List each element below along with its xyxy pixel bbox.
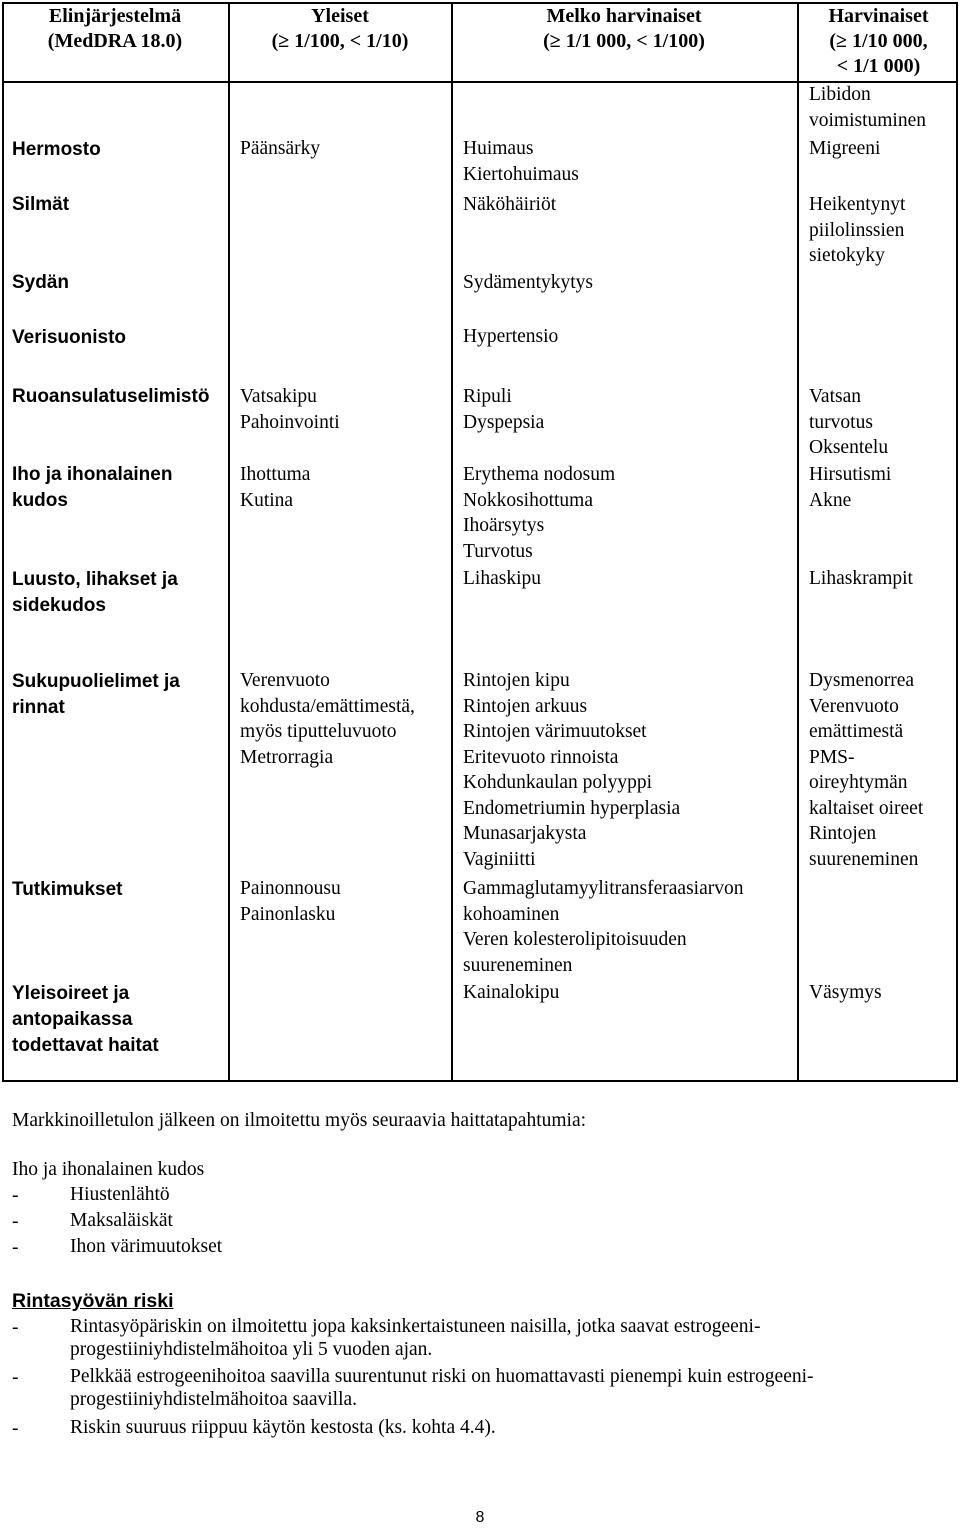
list-bullet: - xyxy=(12,1211,19,1232)
table-cell-rare: Dysmenorrea Verenvuoto emättimestä PMS- oireyhtymän kaltaiset oireet Rintojen suureneminen xyxy=(809,670,924,870)
table-cell-uncommon: Huimaus Kiertohuimaus xyxy=(463,138,579,185)
list-item: Pelkkää estrogeenihoitoa saavilla suurentunut riski on huomattavasti pienempi kuin estrogeeni- progestiiniyhdistelmähoitoa saavilla. xyxy=(70,1366,814,1410)
table-cell-organ-system: Sydän xyxy=(12,272,70,293)
table-divider xyxy=(451,2,453,1082)
table-cell-uncommon: Erythema nodosum Nokkosihottuma Ihoärsytys Turvotus xyxy=(463,464,616,562)
table-cell-uncommon: Ripuli Dyspepsia xyxy=(463,386,545,433)
list-item: Maksaläiskät xyxy=(70,1210,173,1231)
list-item: Riskin suuruus riippuu käytön kestosta (ks. kohta 4.4). xyxy=(70,1417,496,1438)
table-cell-organ-system: Silmät xyxy=(12,194,70,215)
table-cell-common: Vatsakipu Pahoinvointi xyxy=(240,386,340,433)
table-cell-rare: Väsymys xyxy=(809,982,882,1003)
table-cell-uncommon: Lihaskipu xyxy=(463,568,541,589)
header-organ-system: Elinjärjestelmä (MedDRA 18.0) xyxy=(47,5,183,52)
table-cell-organ-system: Yleisoireet ja antopaikassa todettavat haitat xyxy=(12,983,159,1056)
list-item: Hiustenlähtö xyxy=(70,1184,170,1205)
table-cell-uncommon: Gammaglutamyylitransferaasiarvon kohoaminen Veren kolesterolipitoisuuden suureneminen xyxy=(463,878,744,976)
table-cell-organ-system: Verisuonisto xyxy=(12,327,127,348)
table-cell-common: Verenvuoto kohdusta/emättimestä, myös tiputteluvuoto Metrorragia xyxy=(240,670,415,768)
table-cell-uncommon: Rintojen kipu Rintojen arkuus Rintojen värimuutokset Eritevuoto rinnoista Kohdunkaulan polyyppi Endometriumin hyperplasia Munasarjakysta Vaginiitti xyxy=(463,670,681,870)
list-bullet: - xyxy=(12,1367,19,1388)
page-number: 8 xyxy=(475,1509,485,1526)
table-cell-rare: Hirsutismi Akne xyxy=(809,464,892,511)
breast-cancer-heading: Rintasyövän riski xyxy=(12,1290,174,1312)
header-common: Yleiset (≥ 1/100, < 1/10) xyxy=(271,5,409,52)
table-cell-organ-system: Hermosto xyxy=(12,139,101,160)
header-rare: Harvinaiset (≥ 1/10 000, < 1/1 000) xyxy=(828,5,929,77)
header-uncommon: Melko harvinaiset (≥ 1/1 000, < 1/100) xyxy=(543,5,705,52)
list-bullet: - xyxy=(12,1317,19,1338)
list-item: Rintasyöpäriskin on ilmoitettu jopa kaksinkertaistuneen naisilla, jotka saavat estrogeeni- progestiiniyhdistelmähoitoa yli 5 vuoden ajan. xyxy=(70,1316,761,1360)
list-bullet: - xyxy=(12,1418,19,1439)
table-cell-rare: Vatsan turvotus Oksentelu xyxy=(809,386,889,458)
table-cell-rare: Libidon voimistuminen xyxy=(809,84,926,131)
table-cell-uncommon: Sydämentykytys xyxy=(463,272,593,293)
table-cell-rare: Lihaskrampit xyxy=(809,568,913,589)
table-cell-organ-system: Luusto, lihakset ja sidekudos xyxy=(12,569,178,616)
list-bullet: - xyxy=(12,1237,19,1258)
postmarketing-section-heading: Iho ja ihonalainen kudos xyxy=(12,1159,205,1180)
table-cell-organ-system: Ruoansulatuselimistö xyxy=(12,386,210,407)
list-bullet: - xyxy=(12,1185,19,1206)
table-divider xyxy=(228,2,230,1082)
table-cell-uncommon: Hypertensio xyxy=(463,326,559,347)
table-cell-rare: Heikentynyt piilolinssien sietokyky xyxy=(809,194,906,266)
table-cell-rare: Migreeni xyxy=(809,138,881,159)
table-cell-organ-system: Iho ja ihonalainen kudos xyxy=(12,464,173,511)
postmarketing-intro: Markkinoilletulon jälkeen on ilmoitettu myös seuraavia haittatapahtumia: xyxy=(12,1110,587,1131)
table-cell-uncommon: Näköhäiriöt xyxy=(463,194,557,215)
table-cell-organ-system: Sukupuolielimet ja rinnat xyxy=(12,671,180,718)
table-cell-uncommon: Kainalokipu xyxy=(463,982,560,1003)
table-cell-common: Päänsärky xyxy=(240,138,321,159)
list-item: Ihon värimuutokset xyxy=(70,1236,223,1257)
table-divider xyxy=(797,2,799,1082)
table-cell-common: Painonnousu Painonlasku xyxy=(240,878,341,925)
table-cell-organ-system: Tutkimukset xyxy=(12,879,123,900)
table-cell-common: Ihottuma Kutina xyxy=(240,464,311,511)
